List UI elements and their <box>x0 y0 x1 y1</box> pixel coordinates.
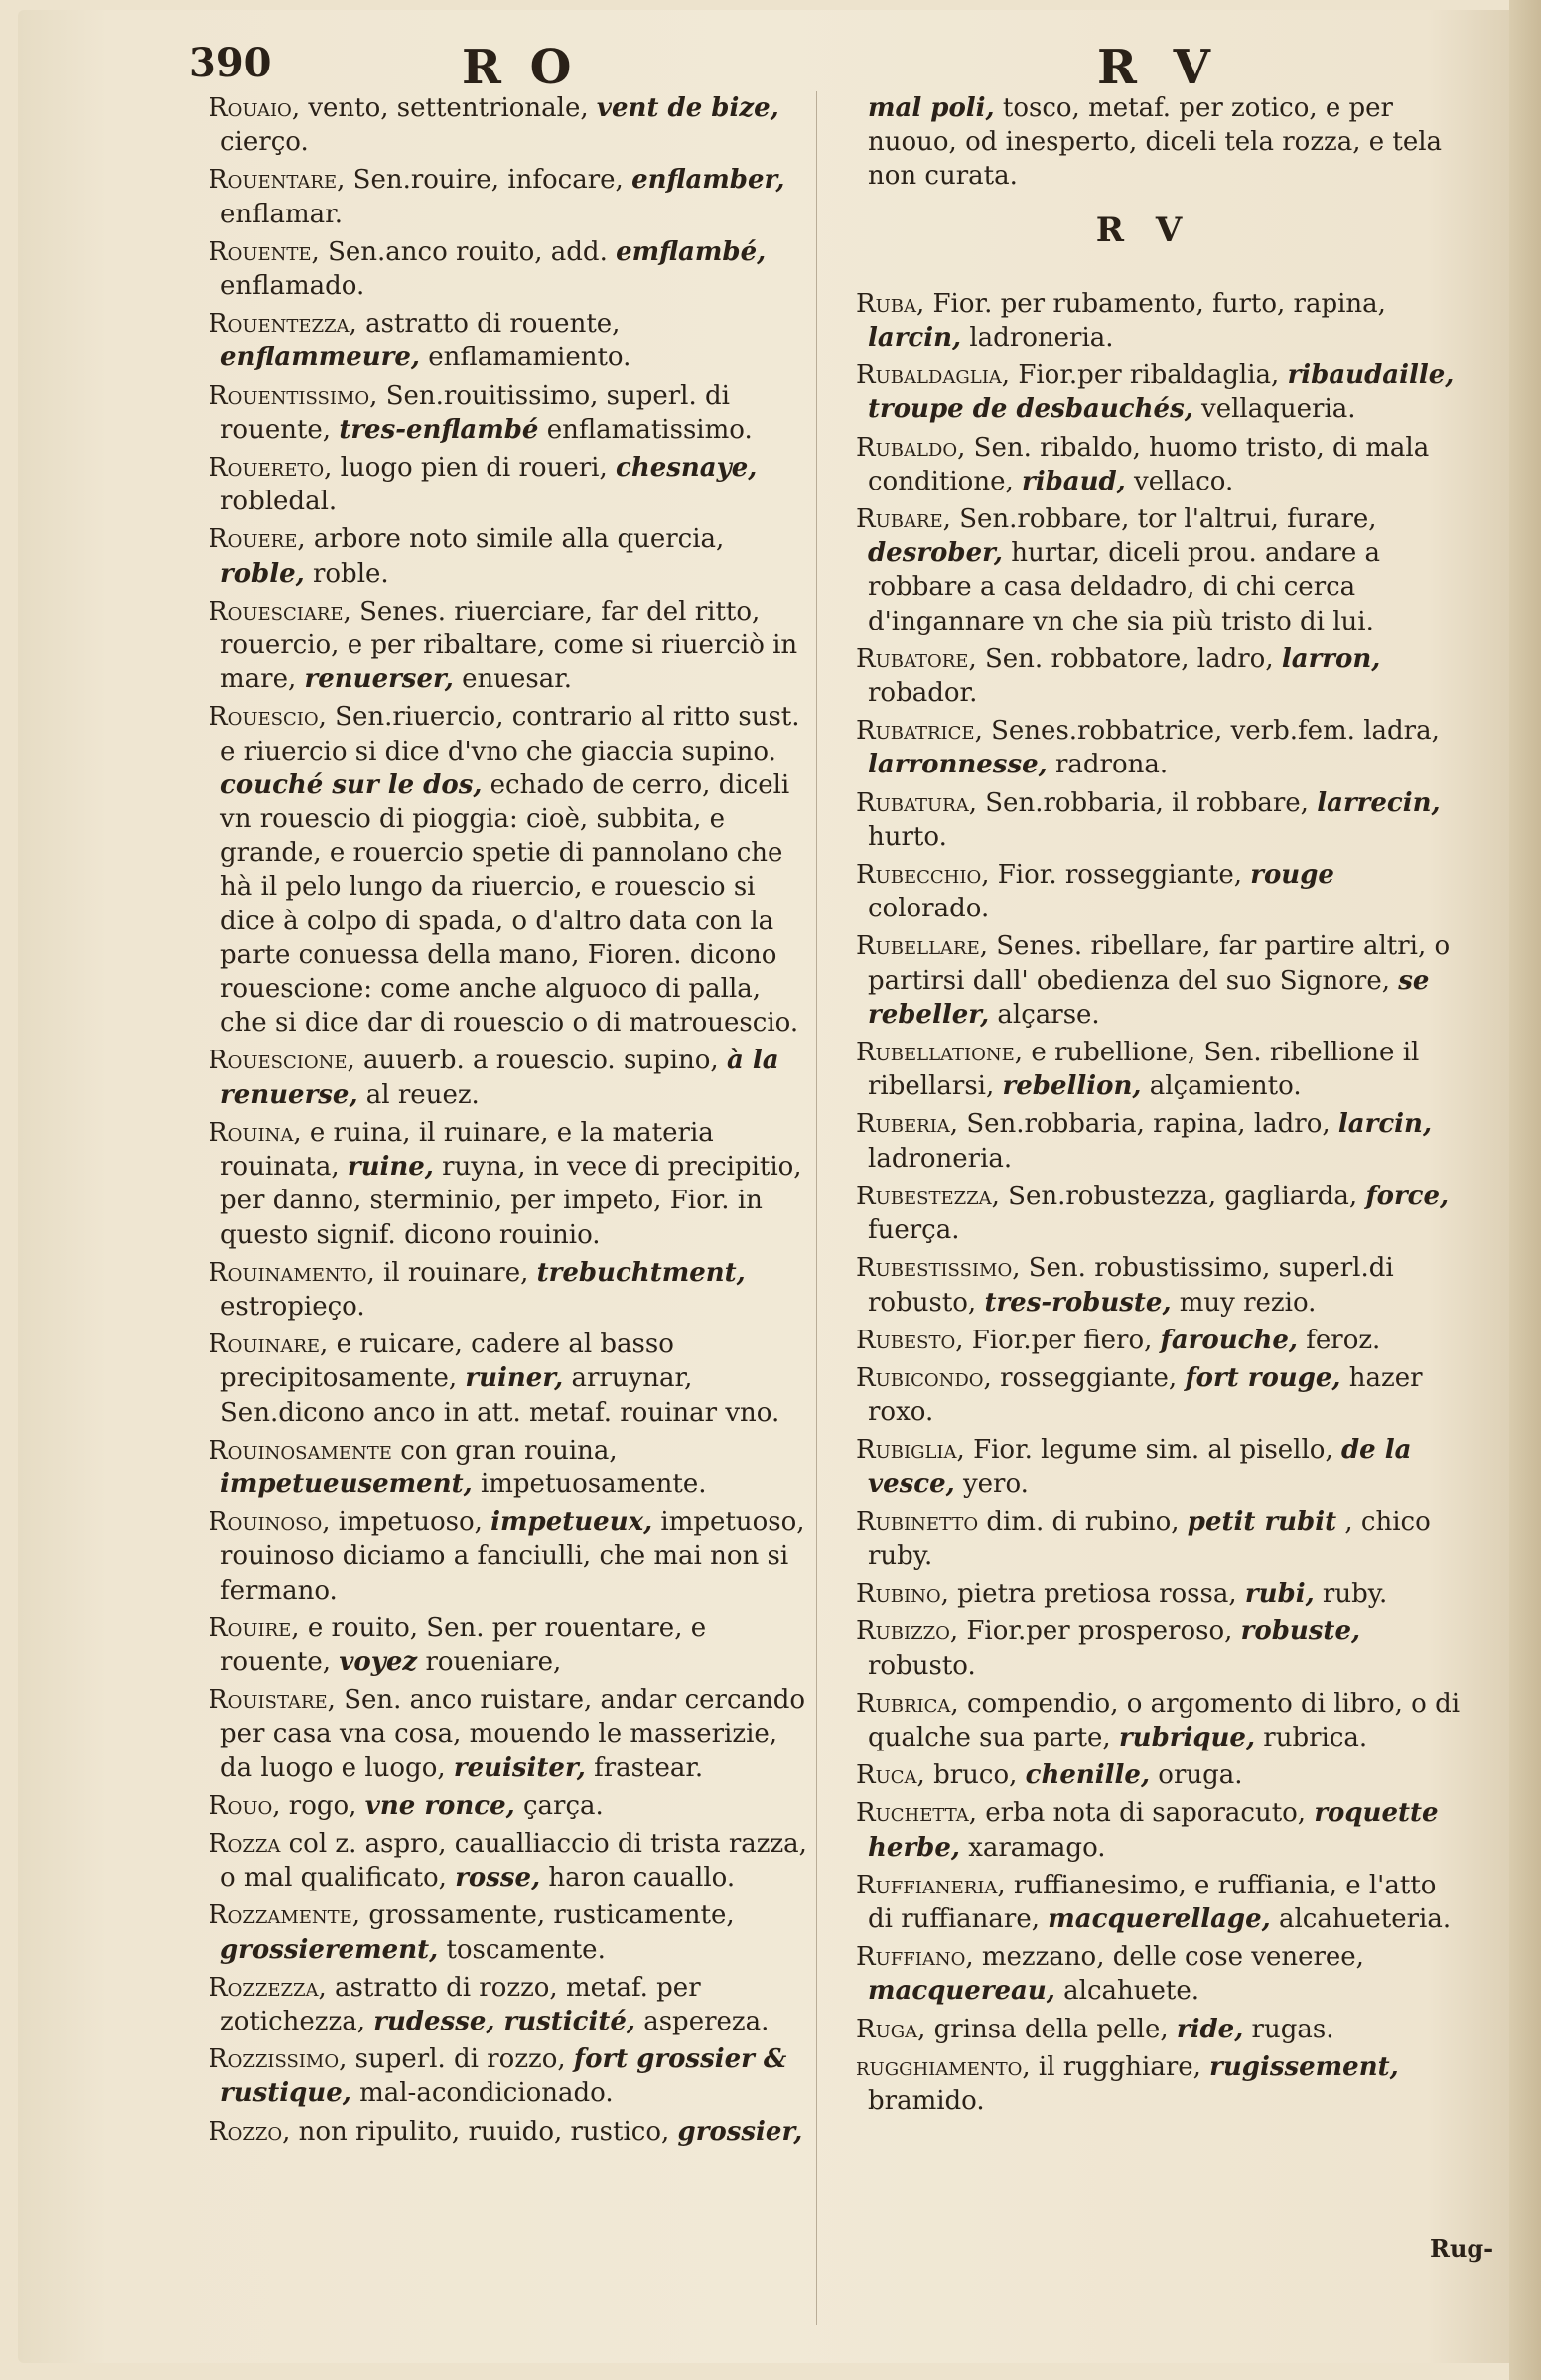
entry-headword: Rubizzo, <box>856 1616 959 1647</box>
entry-spanish: enflamatissimo. <box>546 414 753 445</box>
entry-headword: Rouentezza, <box>209 309 357 340</box>
entry-spanish: aspereza. <box>643 2006 770 2036</box>
entry-spanish: fuerça. <box>868 1215 960 1246</box>
entry-french: robuste, <box>1240 1616 1361 1647</box>
entry-french: tres-enflambé <box>339 414 539 445</box>
entry-headword: Rouo, <box>209 1790 281 1821</box>
entry-headword: Rouesciare, <box>209 596 351 627</box>
entry-headword: Rouinoso, <box>209 1507 331 1538</box>
entry-headword: Rouentissimo, <box>209 380 378 411</box>
entry-headword: Rubicondo, <box>856 1362 992 1393</box>
entry-gloss: Sen.riuercio, contrario al ritto sust. e riuercio si dice d'vno che giaccia supino. <box>220 702 800 767</box>
entry-headword: Rozzezza, <box>209 1972 327 2003</box>
dictionary-entry <box>179 1044 814 1111</box>
entry-gloss: Sen.rouitissimo, superl. di rouente, <box>220 380 730 445</box>
entry-headword: Rubestezza, <box>856 1181 1000 1211</box>
entry-spanish: xaramago. <box>968 1832 1106 1863</box>
entry-headword: Rubellare, <box>856 931 988 962</box>
entry-gloss: Sen. anco ruistare, andar cercando per casa vna cosa, mouendo le masserizie, da luogo e luogo, <box>220 1685 806 1783</box>
entry-headword: Rubino, <box>856 1579 949 1610</box>
entry-french: chesnaye, <box>615 453 758 484</box>
entry-french: larron, <box>1281 643 1381 674</box>
entry-gloss: vento, settentrionale, <box>308 93 589 123</box>
entry-gloss: bruco, <box>933 1760 1018 1791</box>
dictionary-entry <box>179 307 814 374</box>
entry-spanish: enuesar. <box>462 664 573 695</box>
entry-gloss: Senes.robbatrice, verb.fem. ladra, <box>991 716 1440 747</box>
entry-spanish: tosco, metaf. per zotico, e per nuouo, od inesperto, diceli tela rozza, e tela non curata. <box>868 93 1443 192</box>
entry-spanish: alçamiento. <box>1149 1071 1302 1102</box>
dictionary-entry <box>826 1505 1462 1573</box>
entry-spanish: toscamente. <box>446 1934 606 1965</box>
entry-spanish: ruby. <box>1322 1579 1388 1610</box>
entry-gloss: astratto di rozzo, metaf. per zotichezza, <box>220 1972 701 2036</box>
entry-headword: Rubesto, <box>856 1325 964 1355</box>
entry-gloss: Sen.robbare, tor l'altrui, furare, <box>959 504 1377 535</box>
dictionary-entry <box>179 1505 814 1608</box>
running-head-left: R O <box>462 40 578 95</box>
entry-spanish: hurtar, diceli prou. andare a robbare a casa deldadro, di chi cerca d'ingannare vn che sia più tristo di lui. <box>868 538 1380 636</box>
entry-french: vne ronce, <box>364 1790 515 1821</box>
entry-headword: Rouinare, <box>209 1330 329 1360</box>
entry-gloss: grinsa della pelle, <box>933 2014 1169 2044</box>
entry-spanish: radrona. <box>1054 750 1169 780</box>
entry-french: de la vesce, <box>868 1435 1412 1499</box>
entry-spanish: muy rezio. <box>1179 1287 1317 1318</box>
entry-spanish: robledal. <box>220 487 338 517</box>
entry-headword: Rubatura, <box>856 787 977 818</box>
entry-spanish: ruyna, in vece di precipitio, per danno, sterminio, per impeto, Fior. in questo signif. dicono rouinio. <box>220 1152 802 1250</box>
dictionary-entry <box>179 163 814 230</box>
entry-headword: Rouire, <box>209 1612 300 1643</box>
entry-spanish: alcahuete. <box>1063 1976 1199 2007</box>
entry-french: larrecin, <box>1317 787 1441 818</box>
entry-french: impetueux, <box>490 1507 653 1538</box>
entry-gloss: superl. di rozzo, <box>354 2044 566 2075</box>
dictionary-entry <box>179 1434 814 1501</box>
dictionary-entry <box>826 1251 1462 1319</box>
entry-gloss: Sen.anco rouito, add. <box>328 236 608 267</box>
entry-headword: Rubellatione, <box>856 1038 1024 1068</box>
entry-headword: Rouescione, <box>209 1046 355 1076</box>
entry-spanish: rubrica. <box>1263 1722 1368 1752</box>
dictionary-entry <box>179 1611 814 1679</box>
dictionary-entry <box>826 2050 1462 2118</box>
entry-spanish: , chico ruby. <box>868 1506 1431 1571</box>
catchword: Rug- <box>1430 2234 1494 2263</box>
dictionary-entry <box>826 786 1462 854</box>
entry-gloss: grossamente, rusticamente, <box>368 1900 735 1931</box>
entry-spanish: estropieço. <box>220 1291 365 1322</box>
entry-headword: Ruchetta, <box>856 1798 977 1829</box>
right-column <box>826 91 1462 2122</box>
entry-french: force, <box>1365 1181 1450 1211</box>
entry-headword: Rubiglia, <box>856 1435 965 1466</box>
dictionary-entry <box>826 502 1462 638</box>
entry-french: rudesse, rusticité, <box>373 2006 635 2036</box>
dictionary-entry <box>179 1256 814 1324</box>
entry-headword: Rozzo, <box>209 2116 291 2147</box>
dictionary-entry <box>826 1180 1462 1247</box>
entry-gloss: luogo pien di roueri, <box>340 453 608 484</box>
entry-gloss: rosseggiante, <box>1000 1362 1178 1393</box>
entry-spanish: haron cauallo. <box>548 1863 736 1893</box>
entry-headword: Rouinamento, <box>209 1257 375 1288</box>
entry-headword: Rouere, <box>209 524 306 555</box>
entry-headword: Ruca, <box>856 1760 925 1791</box>
dictionary-entry <box>826 1107 1462 1175</box>
entry-gloss: arbore noto simile alla quercia, <box>313 524 725 555</box>
entry-french: macquerellage, <box>1048 1903 1271 1934</box>
dictionary-entry <box>179 1116 814 1252</box>
dictionary-entry <box>179 1898 814 1966</box>
entry-spanish: arruynar, Sen.dicono anco in att. metaf. rouinar vno. <box>220 1363 780 1428</box>
entry-gloss: mezzano, delle cose veneree, <box>981 1942 1364 1973</box>
dictionary-entry <box>179 1789 814 1823</box>
entry-headword: Ruffianeria, <box>856 1870 1006 1900</box>
entry-gloss: con gran rouina, <box>400 1435 618 1466</box>
entry-headword: Rubinetto <box>856 1506 979 1537</box>
entry-spanish: ladroneria. <box>868 1143 1013 1174</box>
section-heading: R V <box>1095 210 1192 250</box>
entry-french: rubi, <box>1244 1579 1315 1610</box>
entry-french: emflambé, <box>616 236 767 267</box>
entry-gloss: rogo, <box>288 1790 357 1821</box>
entry-french: reuisiter, <box>453 1752 586 1783</box>
entry-spanish: çarça. <box>522 1790 604 1821</box>
entry-gloss: Fior. legume sim. al pisello, <box>973 1435 1333 1466</box>
entry-french: farouche, <box>1160 1325 1298 1355</box>
dictionary-entry <box>826 1614 1462 1682</box>
entry-french: à la renuerse, <box>220 1046 779 1110</box>
entry-french: ruiner, <box>465 1363 564 1394</box>
entry-headword: Rozzissimo, <box>209 2044 348 2075</box>
entry-gloss: il rouinare, <box>382 1257 529 1288</box>
entry-french: grossierement, <box>220 1934 439 1965</box>
entry-gloss: e rubellione, Sen. ribellione il ribellarsi, <box>868 1038 1420 1102</box>
entry-french: trebuchtment, <box>536 1257 746 1288</box>
entry-spanish: impetuoso, rouinoso diciamo a fanciulli, che mai non si fermano. <box>220 1507 805 1606</box>
dictionary-entry <box>826 1869 1462 1936</box>
entry-french: rebellion, <box>1002 1071 1142 1102</box>
entry-gloss: Fior.per prosperoso, <box>966 1616 1233 1647</box>
entry-spanish: colorado. <box>868 894 990 924</box>
entry-headword: Ruffiano, <box>856 1942 974 1973</box>
entry-french: enflammeure, <box>220 343 420 373</box>
entry-headword: Rouentare, <box>209 165 346 196</box>
entry-gloss: e ruicare, cadere al basso precipitosamente, <box>220 1330 674 1394</box>
entry-gloss: dim. di rubino, <box>986 1506 1180 1537</box>
entry-french: ribaud, <box>1022 466 1126 496</box>
entry-headword: Ruba, <box>856 288 925 319</box>
entry-headword: Rubare, <box>856 504 951 535</box>
entry-headword: Rouinosamente <box>209 1435 392 1466</box>
dictionary-entry <box>826 358 1462 426</box>
entry-gloss: compendio, o argomento di libro, o di qualche sua parte, <box>868 1688 1461 1752</box>
entry-gloss: astratto di rouente, <box>365 309 621 340</box>
dictionary-entry <box>826 1361 1462 1429</box>
entry-headword: Ruberia, <box>856 1109 959 1140</box>
entry-gloss: Sen. robustissimo, superl.di robusto, <box>868 1253 1394 1318</box>
entry-headword: Rouistare, <box>209 1685 336 1716</box>
entry-french: roquette herbe, <box>868 1798 1439 1863</box>
entry-french: ribaudaille, troupe de desbauchés, <box>868 360 1455 425</box>
entry-spanish: feroz. <box>1306 1325 1381 1355</box>
dictionary-entry <box>179 1328 814 1430</box>
entry-spanish: robusto. <box>868 1650 976 1681</box>
entry-spanish: alcahueteria. <box>1278 1903 1452 1934</box>
dictionary-entry <box>826 2013 1462 2046</box>
entry-french: rouge <box>1250 860 1334 891</box>
entry-spanish: robador. <box>868 678 978 709</box>
entry-spanish: bramido. <box>868 2085 985 2116</box>
running-head-right: R V <box>1097 40 1220 95</box>
entry-gloss: Sen. ribaldo, huomo tristo, di mala conditione, <box>868 432 1430 496</box>
entry-gloss: Sen.robbaria, rapina, ladro, <box>966 1109 1331 1140</box>
entry-french: larcin, <box>1337 1109 1432 1140</box>
entry-spanish: impetuosamente. <box>480 1469 707 1499</box>
entry-french: fort grossier & rustique, <box>220 2044 787 2109</box>
entry-french: chenille, <box>1025 1760 1151 1791</box>
entry-headword: Rubecchio, <box>856 860 990 891</box>
entry-spanish: roble. <box>312 558 389 589</box>
entry-french: couché sur le dos, <box>220 770 483 800</box>
entry-headword: Rubaldo, <box>856 432 966 463</box>
dictionary-entry <box>826 287 1462 354</box>
dictionary-entry <box>179 451 814 518</box>
dictionary-entry <box>179 1971 814 2038</box>
entry-headword: Rubaldaglia, <box>856 360 1011 391</box>
entry-french: renuerser, <box>304 664 454 695</box>
entry-gloss: auuerb. a rouescio. supino, <box>363 1046 719 1076</box>
entry-spanish: oruga. <box>1158 1760 1243 1791</box>
right-entries <box>826 287 1462 2118</box>
entry-headword: Rozza <box>209 1828 281 1859</box>
entry-french: se rebeller, <box>868 965 1430 1030</box>
entry-gloss: Sen.robustezza, gagliarda, <box>1008 1181 1358 1211</box>
entry-gloss: non ripulito, ruuido, rustico, <box>298 2116 670 2147</box>
dictionary-entry <box>826 642 1462 710</box>
entry-french: rugissement, <box>1209 2051 1399 2082</box>
entry-french: impetueusement, <box>220 1469 473 1499</box>
dictionary-entry <box>826 1687 1462 1754</box>
dictionary-entry <box>826 1577 1462 1610</box>
entry-gloss: il rugghiare, <box>1038 2051 1201 2082</box>
entry-spanish: yero. <box>962 1469 1029 1499</box>
entry-gloss: Sen. robbatore, ladro, <box>984 643 1274 674</box>
entry-headword: rugghiamento, <box>856 2051 1031 2082</box>
continued-entry <box>826 91 1462 194</box>
dictionary-entry <box>826 1036 1462 1103</box>
entry-french: macquereau, <box>868 1976 1055 2007</box>
dictionary-entry <box>826 1796 1462 1864</box>
entry-french: larronnesse, <box>868 750 1048 780</box>
entry-spanish: ladroneria. <box>969 323 1114 353</box>
entry-headword: Rouente, <box>209 236 320 267</box>
entry-headword: Ruga, <box>856 2014 926 2044</box>
entry-french: rosse, <box>455 1863 541 1893</box>
entry-spanish: al reuez. <box>365 1079 480 1110</box>
entry-french: rubrique, <box>1118 1722 1256 1752</box>
entry-spanish: hazer roxo. <box>868 1362 1423 1428</box>
entry-gloss: impetuoso, <box>338 1507 483 1538</box>
dictionary-entry <box>826 1433 1462 1500</box>
dictionary-entry <box>179 1827 814 1894</box>
entry-spanish: roueniare, <box>425 1646 562 1677</box>
entry-gloss: Fior. rosseggiante, <box>997 860 1242 891</box>
dictionary-entry <box>179 2042 814 2110</box>
entry-gloss: Sen.robbaria, il robbare, <box>985 787 1309 818</box>
entry-spanish: mal-acondicionado. <box>359 2078 614 2109</box>
entry-french: vent de bize, <box>596 93 779 123</box>
entry-gloss: col z. aspro, caualliaccio di trista razza, o mal qualificato, <box>220 1828 807 1893</box>
left-column <box>179 91 814 2153</box>
entry-gloss: Senes. ribellare, far partire altri, o partirsi dall' obedienza del suo Signore, <box>868 931 1451 996</box>
entry-french: voyez <box>339 1646 418 1677</box>
entry-spanish: enflamado. <box>220 271 365 302</box>
entry-gloss: e ruina, il ruinare, e la materia rouinata, <box>220 1117 714 1183</box>
entry-gloss: e rouito, Sen. per rouentare, e rouente, <box>220 1612 707 1677</box>
column-divider <box>816 91 817 2325</box>
entry-french: petit rubit <box>1187 1506 1337 1537</box>
entry-french: tres-robuste, <box>984 1287 1172 1318</box>
entry-headword: Rouescio, <box>209 702 327 733</box>
entry-gloss: Senes. riuerciare, far del ritto, rouercio, e per ribaltare, come si riuerciò in mare, <box>220 596 798 695</box>
entry-headword: Rubestissimo, <box>856 1253 1021 1284</box>
entry-spanish: enflamamiento. <box>428 343 631 373</box>
entry-french: ride, <box>1176 2014 1244 2044</box>
entry-spanish: rugas. <box>1251 2014 1334 2044</box>
entry-gloss: ruffianesimo, e ruffiania, e l'atto di ruffianare, <box>868 1870 1437 1934</box>
dictionary-entry <box>179 235 814 303</box>
entry-french: enflamber, <box>631 165 785 196</box>
entry-headword: Rubatore, <box>856 643 977 674</box>
entry-french: roble, <box>220 558 305 589</box>
entry-french: grossier, <box>677 2116 803 2147</box>
dictionary-entry <box>826 929 1462 1032</box>
dictionary-entry <box>826 714 1462 781</box>
entry-gloss: Fior.per fiero, <box>971 1325 1153 1355</box>
dictionary-entry <box>179 522 814 590</box>
entry-headword: Rouina, <box>209 1117 302 1148</box>
entry-gloss: erba nota di saporacuto, <box>985 1798 1307 1829</box>
entry-spanish: hurto. <box>868 821 947 852</box>
dictionary-entry <box>179 2115 814 2149</box>
dictionary-entry <box>826 858 1462 925</box>
entry-spanish: vellaco. <box>1134 466 1234 496</box>
dictionary-entry <box>179 379 814 447</box>
entry-french: larcin, <box>868 323 962 353</box>
entry-headword: Rouereto, <box>209 453 333 484</box>
entry-spanish: frastear. <box>594 1752 704 1783</box>
entry-gloss: Fior.per ribaldaglia, <box>1018 360 1280 391</box>
page-number: 390 <box>189 40 272 86</box>
entry-headword: Rubrica, <box>856 1688 959 1719</box>
entry-gloss: Sen.rouire, infocare, <box>352 165 624 196</box>
dictionary-entry <box>179 1683 814 1785</box>
entry-spanish: vellaqueria. <box>1201 394 1356 425</box>
dictionary-entry <box>179 595 814 697</box>
entry-spanish: cierço. <box>220 127 309 158</box>
entry-spanish: enflamar. <box>220 199 343 229</box>
dictionary-entry <box>826 1324 1462 1357</box>
dictionary-entry <box>826 1940 1462 2008</box>
entry-spanish: echado de cerro, diceli vn rouescio di pioggia: cioè, subbita, e grande, e rouercio spetie di pannolano che hà il pelo lungo da riuercio, e rouescio si dice à colpo di spada, o d'altro data con la parte conuessa della mano, Fioren. dicono rouescione: come anche alguoco di palla, che si dice dar di rouescio o di matrouescio. <box>220 770 799 1039</box>
entry-gloss: pietra pretiosa rossa, <box>957 1579 1237 1610</box>
entry-french: mal poli, <box>868 93 995 123</box>
entry-headword: Rozzamente, <box>209 1900 361 1931</box>
entry-french: desrober, <box>868 538 1003 569</box>
entry-headword: Rubatrice, <box>856 716 983 747</box>
dictionary-entry <box>826 431 1462 498</box>
entry-spanish: alçarse. <box>997 999 1100 1030</box>
dictionary-entry <box>179 700 814 1040</box>
dictionary-entry <box>826 1758 1462 1792</box>
entry-headword: Rouaio, <box>209 93 301 123</box>
entry-gloss: Fior. per rubamento, furto, rapina, <box>932 288 1386 319</box>
dictionary-entry <box>179 91 814 159</box>
entry-french: fort rouge, <box>1185 1362 1341 1393</box>
page-edge <box>1509 0 1541 2380</box>
entry-french: ruine, <box>347 1152 434 1183</box>
